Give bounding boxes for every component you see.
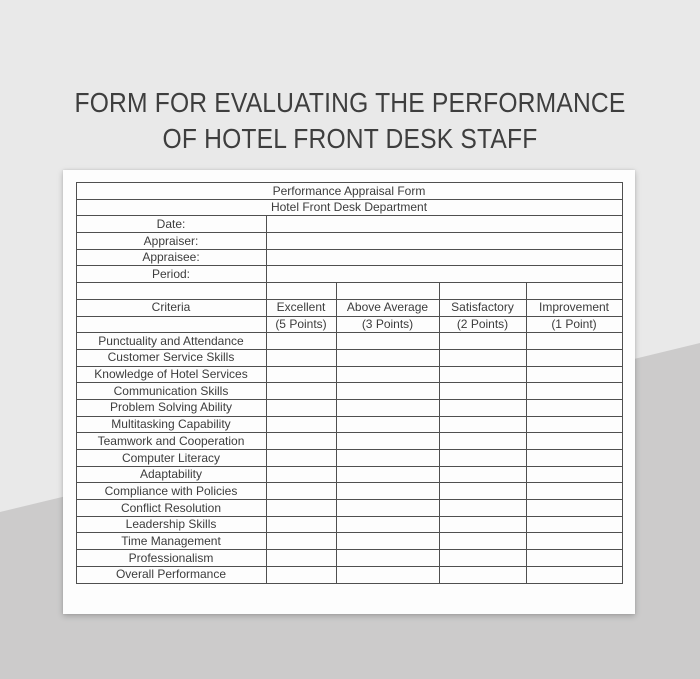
rating-cell — [526, 550, 622, 567]
spacer-cell — [76, 283, 266, 300]
table-row-criterion — [76, 433, 622, 450]
col-subheader-excellent: (5 Points) — [266, 316, 336, 333]
rating-cell — [336, 450, 439, 467]
rating-cell — [336, 366, 439, 383]
rating-cell — [526, 483, 622, 500]
rating-cell — [266, 399, 336, 416]
rating-cell — [266, 550, 336, 567]
rating-cell — [526, 450, 622, 467]
criterion-label: Customer Service Skills — [76, 349, 266, 366]
table-row-column-subheaders — [76, 316, 622, 333]
criterion-label: Computer Literacy — [76, 450, 266, 467]
col-header-excellent: Excellent — [266, 299, 336, 316]
col-header-improvement: Improvement — [526, 299, 622, 316]
info-label-appraisee: Appraisee: — [76, 249, 266, 266]
rating-cell — [266, 500, 336, 517]
col-header-criteria: Criteria — [76, 299, 266, 316]
info-label-appraiser: Appraiser: — [76, 233, 266, 250]
criterion-label: Compliance with Policies — [76, 483, 266, 500]
table-row-criterion — [76, 566, 622, 583]
info-label-date: Date: — [76, 216, 266, 233]
col-header-above-average: Above Average — [336, 299, 439, 316]
rating-cell — [266, 349, 336, 366]
criterion-label: Conflict Resolution — [76, 500, 266, 517]
rating-cell — [336, 433, 439, 450]
rating-cell — [526, 349, 622, 366]
rating-cell — [266, 383, 336, 400]
page-title-line1: FORM FOR EVALUATING THE PERFORMANCE — [74, 86, 626, 118]
rating-cell — [336, 516, 439, 533]
table-row-criterion — [76, 516, 622, 533]
rating-cell — [439, 550, 526, 567]
rating-cell — [336, 333, 439, 350]
rating-cell — [526, 566, 622, 583]
form-title-cell: Performance Appraisal Form — [76, 183, 622, 200]
col-subheader-satisfactory: (2 Points) — [439, 316, 526, 333]
spacer-cell — [336, 283, 439, 300]
info-value-appraisee — [266, 249, 622, 266]
info-value-appraiser — [266, 233, 622, 250]
rating-cell — [439, 433, 526, 450]
criterion-label: Leadership Skills — [76, 516, 266, 533]
rating-cell — [266, 433, 336, 450]
rating-cell — [266, 333, 336, 350]
criterion-label: Professionalism — [76, 550, 266, 567]
rating-cell — [439, 450, 526, 467]
rating-cell — [439, 566, 526, 583]
table-row-form-title — [76, 183, 622, 200]
rating-cell — [439, 416, 526, 433]
criterion-label: Time Management — [76, 533, 266, 550]
table-row-criterion — [76, 416, 622, 433]
page-title — [42, 85, 658, 157]
spacer-cell — [526, 283, 622, 300]
table-row-appraiser — [76, 233, 622, 250]
rating-cell — [336, 416, 439, 433]
col-header-satisfactory: Satisfactory — [439, 299, 526, 316]
rating-cell — [526, 533, 622, 550]
rating-cell — [266, 450, 336, 467]
rating-cell — [439, 516, 526, 533]
rating-cell — [266, 366, 336, 383]
rating-cell — [526, 500, 622, 517]
table-row-criterion — [76, 483, 622, 500]
info-value-period — [266, 266, 622, 283]
rating-cell — [336, 349, 439, 366]
table-row-criterion — [76, 500, 622, 517]
form-department-cell: Hotel Front Desk Department — [76, 199, 622, 216]
table-row-criterion — [76, 533, 622, 550]
form-card — [63, 170, 635, 614]
rating-cell — [336, 466, 439, 483]
rating-cell — [439, 383, 526, 400]
rating-cell — [336, 500, 439, 517]
col-subheader-improvement: (1 Point) — [526, 316, 622, 333]
table-row-criterion — [76, 450, 622, 467]
table-row-column-headers — [76, 299, 622, 316]
rating-cell — [266, 466, 336, 483]
criterion-label: Overall Performance — [76, 566, 266, 583]
rating-cell — [336, 533, 439, 550]
rating-cell — [526, 383, 622, 400]
rating-cell — [526, 399, 622, 416]
table-row-criterion — [76, 550, 622, 567]
table-row-period — [76, 266, 622, 283]
rating-cell — [526, 366, 622, 383]
info-label-period: Period: — [76, 266, 266, 283]
info-value-date — [266, 216, 622, 233]
rating-cell — [439, 483, 526, 500]
criterion-label: Punctuality and Attendance — [76, 333, 266, 350]
table-row-criterion — [76, 333, 622, 350]
rating-cell — [266, 533, 336, 550]
criterion-label: Communication Skills — [76, 383, 266, 400]
rating-cell — [526, 516, 622, 533]
rating-cell — [526, 416, 622, 433]
spacer-cell — [266, 283, 336, 300]
rating-cell — [439, 349, 526, 366]
appraisal-table — [76, 182, 623, 584]
table-row-appraisee — [76, 249, 622, 266]
rating-cell — [439, 500, 526, 517]
rating-cell — [526, 466, 622, 483]
table-row-criterion — [76, 399, 622, 416]
rating-cell — [439, 399, 526, 416]
rating-cell — [336, 383, 439, 400]
rating-cell — [266, 516, 336, 533]
rating-cell — [266, 483, 336, 500]
col-subheader-above-average: (3 Points) — [336, 316, 439, 333]
rating-cell — [439, 366, 526, 383]
criterion-label: Adaptability — [76, 466, 266, 483]
rating-cell — [526, 433, 622, 450]
rating-cell — [439, 533, 526, 550]
table-row-criterion — [76, 383, 622, 400]
table-row-department — [76, 199, 622, 216]
table-row-criterion — [76, 349, 622, 366]
rating-cell — [439, 466, 526, 483]
rating-cell — [439, 333, 526, 350]
rating-cell — [526, 333, 622, 350]
criterion-label: Multitasking Capability — [76, 416, 266, 433]
table-row-date — [76, 216, 622, 233]
col-subheader-criteria — [76, 316, 266, 333]
spacer-cell — [439, 283, 526, 300]
rating-cell — [266, 416, 336, 433]
rating-cell — [336, 483, 439, 500]
rating-cell — [336, 566, 439, 583]
criterion-label: Teamwork and Cooperation — [76, 433, 266, 450]
table-row-criterion — [76, 366, 622, 383]
table-row-criterion — [76, 466, 622, 483]
table-row-spacer — [76, 283, 622, 300]
criterion-label: Knowledge of Hotel Services — [76, 366, 266, 383]
rating-cell — [336, 550, 439, 567]
rating-cell — [336, 399, 439, 416]
criterion-label: Problem Solving Ability — [76, 399, 266, 416]
page-title-line2: OF HOTEL FRONT DESK STAFF — [162, 122, 538, 154]
rating-cell — [266, 566, 336, 583]
